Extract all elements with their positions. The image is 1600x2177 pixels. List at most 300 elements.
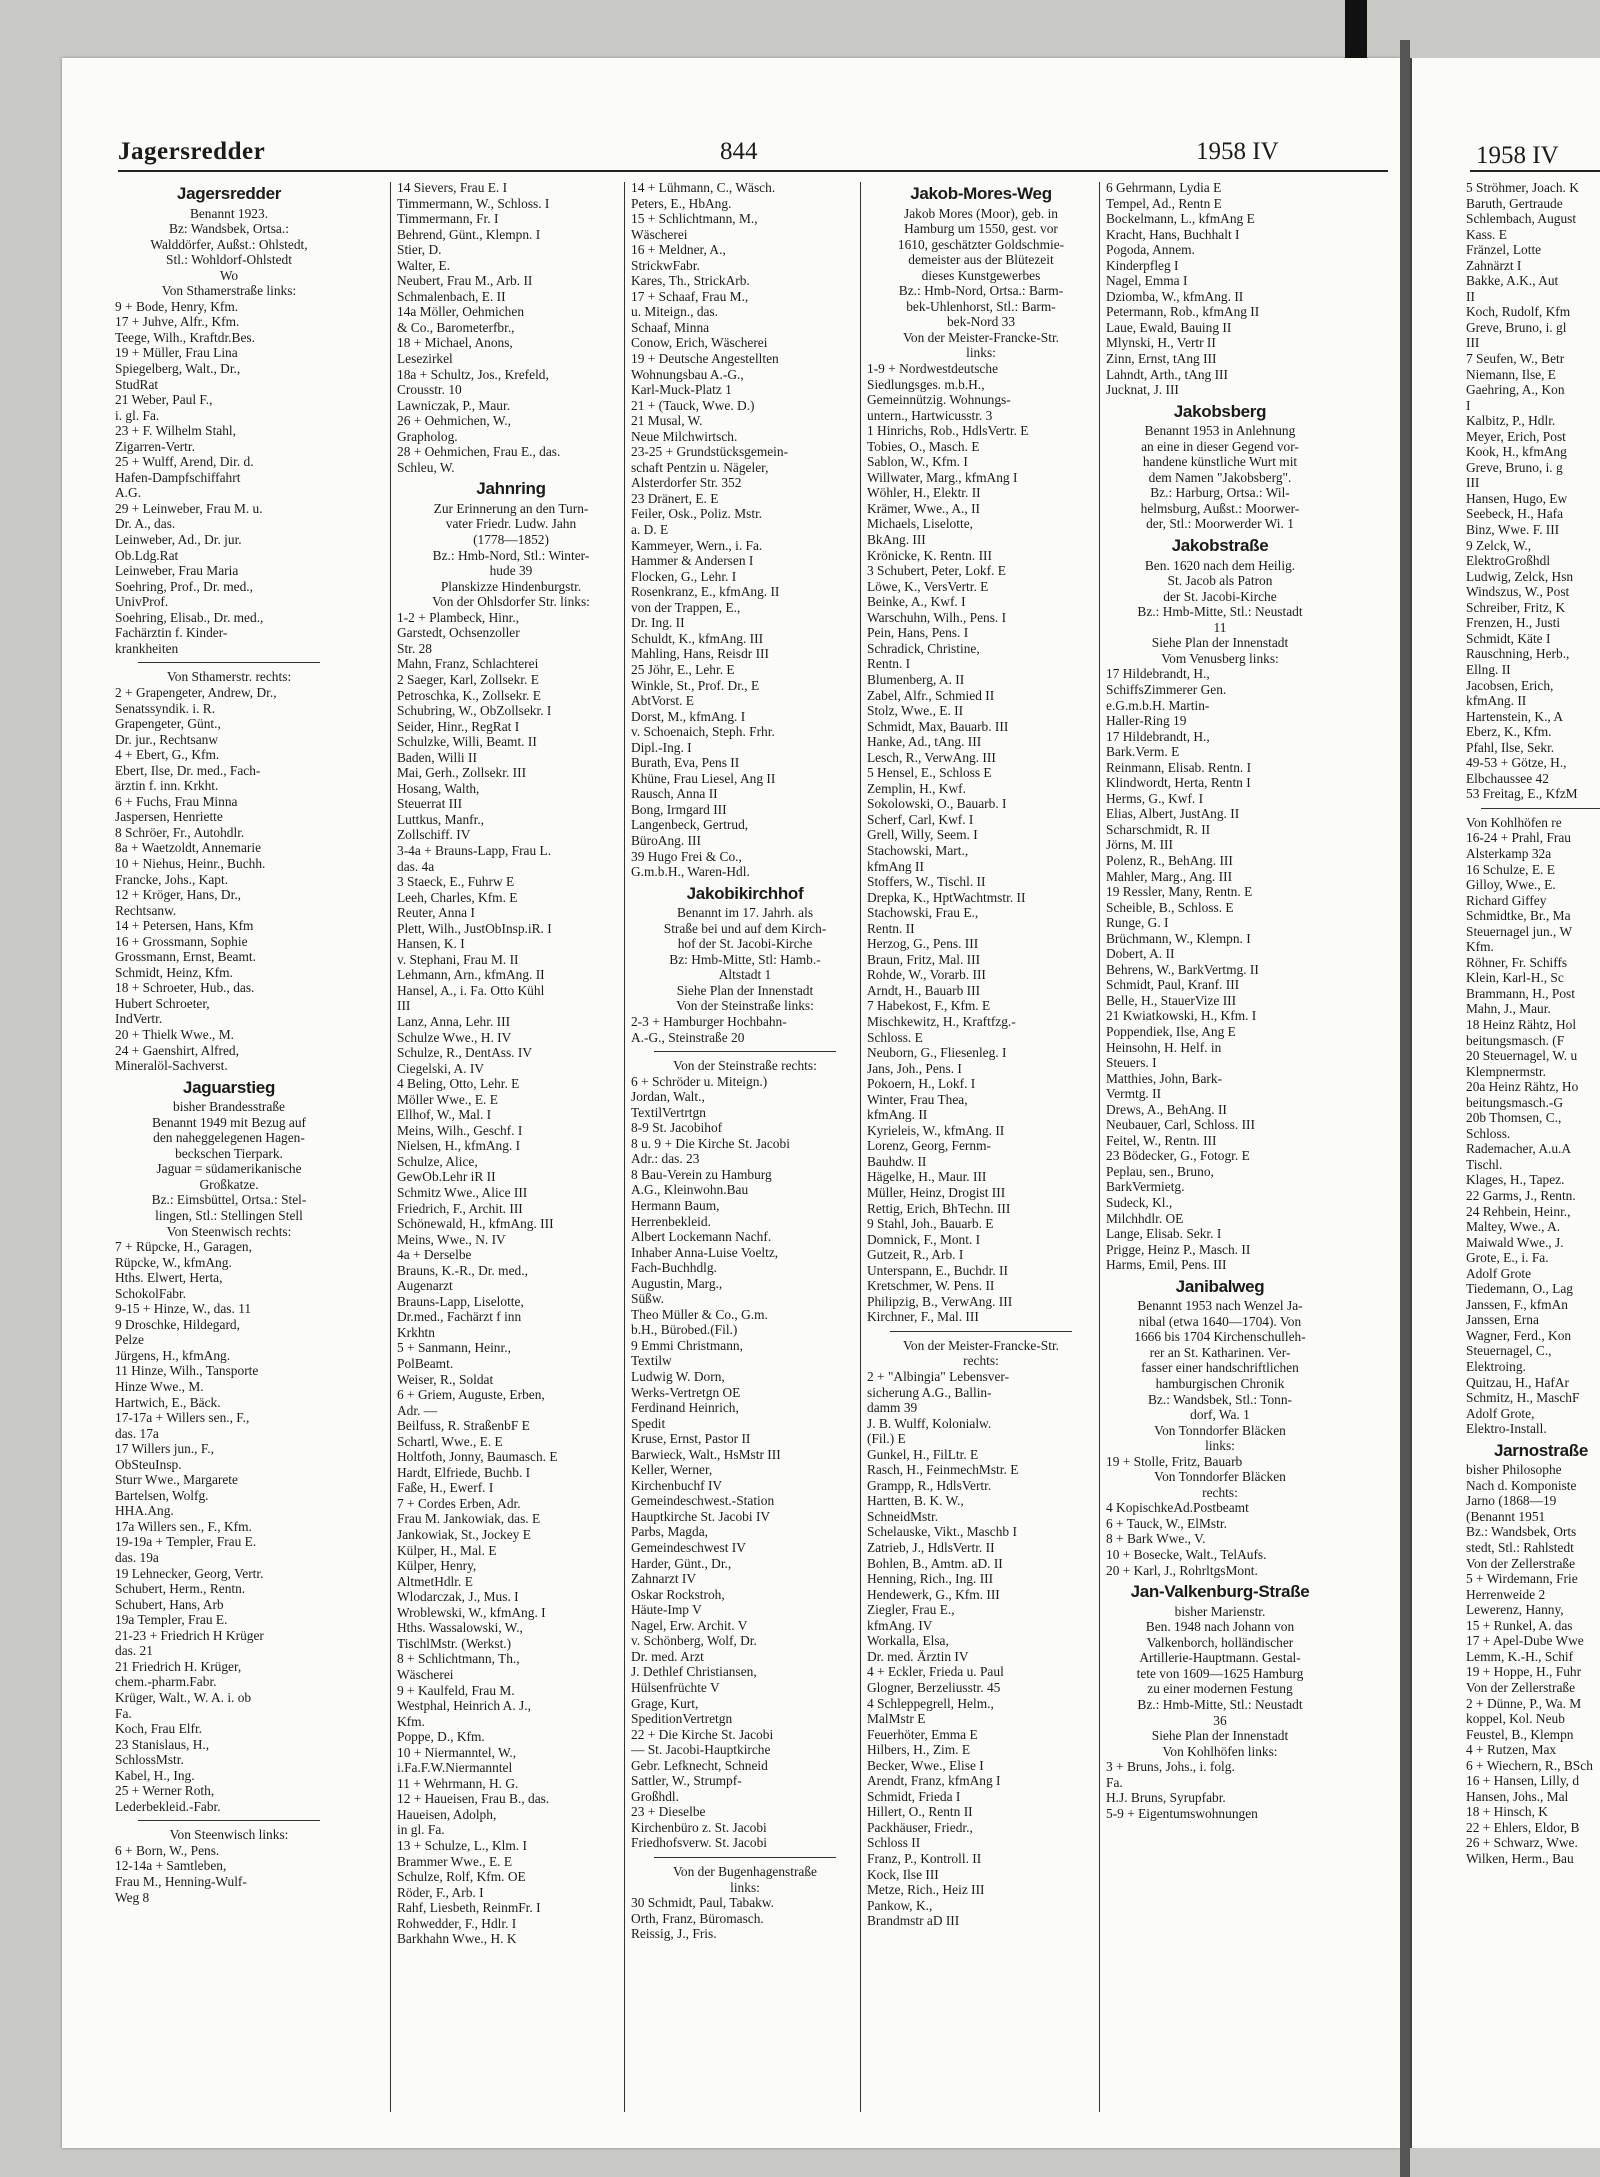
directory-entry: Blumenberg, A. II [867,671,965,687]
directory-entry: 17a Willers sen., F., Kfm. [115,1518,252,1534]
directory-entry: Michaels, Liselotte, [867,516,973,532]
directory-entry: Arndt, H., Bauarb III [867,982,981,998]
directory-entry: Jürgens, H., kfmAng. [115,1347,231,1363]
directory-entry: Külper, H., Mal. E [397,1542,497,1558]
street-note: Bz.: Wandsbek, Stl.: Tonn- [1147,1391,1293,1407]
directory-entry: Winkle, St., Prof. Dr., E [631,677,760,693]
street-note: Altstadt 1 [718,967,772,983]
street-heading: Jaguarstieg [182,1077,276,1097]
directory-entry: kfmAng. IV [867,1617,933,1633]
directory-entry: Klindwordt, Herta, Rentn I [1106,775,1251,791]
directory-entry: 19 Ressler, Many, Rentn. E [1106,884,1253,900]
directory-entry: 9 + Bode, Henry, Kfm. [115,298,239,314]
street-note: vater Friedr. Ludw. Jahn [445,516,577,532]
directory-entry: 4 + Ebert, G., Kfm. [115,747,220,763]
directory-entry: Flocken, G., Lehr. I [631,568,737,584]
directory-entry: Windszus, W., Post [1466,584,1570,600]
street-note: Von der Meister-Francke-Str. [902,329,1060,345]
directory-entry: Brammer Wwe., E. E [397,1853,513,1869]
directory-entry: Wäscherei [397,1666,454,1682]
directory-entry: 4 + Rutzen, Max [1466,1742,1557,1758]
directory-entry: Theo Müller & Co., G.m. [631,1306,768,1322]
directory-entry: Langenbeck, Gertrud, [631,817,749,833]
directory-entry: 21-23 + Friedrich H Krüger [115,1627,264,1643]
directory-entry: Adr. — [397,1402,438,1418]
directory-entry: Seider, Hinr., RegRat I [397,718,520,734]
directory-entry: Kass. E [1466,226,1507,242]
directory-entry: 23-25 + Grundstücksgemein- [631,444,789,460]
directory-entry: 15 + Schlichtmann, M., [631,211,758,227]
street-note: Bz.: Eimsbüttel, Ortsa.: Stel- [151,1192,307,1208]
directory-entry: 7 Habekost, F., Kfm. E [867,998,991,1014]
street-note: Walddörfer, Außst.: Ohlstedt, [150,236,308,252]
street-note: Von der Steinstraße links: [676,998,814,1014]
street-note: Benannt 1953 nach Wenzel Ja- [1137,1298,1303,1314]
directory-entry: 11 Hinze, Wilh., Tansporte [115,1363,259,1379]
directory-entry: Schulze, R., DentAss. IV [397,1045,533,1061]
street-note: links: [730,1879,760,1895]
directory-entry: Elbchaussee 42 [1466,770,1549,786]
directory-entry: Poppendiek, Ilse, Ang E [1106,1023,1236,1039]
directory-entry: Zemplin, H., Kwf. [867,780,966,796]
street-note: Zur Erinnerung an den Turn- [433,500,589,516]
directory-entry: Dr. jur., Rechtsanw [115,731,219,747]
directory-entry: Schmidt, Max, Bauarb. III [867,718,1009,734]
street-note: links: [966,345,996,361]
street-heading: Jakobstraße [1171,536,1269,556]
directory-entry: 23 Bödecker, G., Fotogr. E [1106,1148,1250,1164]
directory-entry: 17 + Schaaf, Frau M., [631,288,749,304]
directory-entry: 11 + Wehrmann, H. G. [397,1775,519,1791]
directory-entry: Kretschmer, W. Pens. II [867,1278,995,1294]
directory-entry: Kinderpfleg I [1106,257,1179,273]
directory-entry: v. Stephani, Frau M. II [397,951,519,967]
directory-entry: chem.-pharm.Fabr. [115,1674,217,1690]
directory-entry: Unterspann, E., Buchdr. II [867,1262,1008,1278]
directory-entry: Rüpcke, W., kfmAng. [115,1254,232,1270]
directory-entry: Jankowiak, St., Jockey E [397,1527,531,1543]
directory-entry: 20 Steuernagel, W. u [1466,1048,1578,1064]
directory-entry: Brauns, K.-R., Dr. med., [397,1262,528,1278]
directory-entry: Haueisen, Adolph, [397,1806,497,1822]
directory-entry: 4 + Eckler, Frieda u. Paul [867,1664,1004,1680]
directory-entry: e.G.m.b.H. Martin- [1106,697,1210,713]
directory-entry: Schubert, Hans, Arb [115,1596,224,1612]
directory-entry: Grote, E., i. Fa. [1466,1250,1549,1266]
directory-entry: 8 u. 9 + Die Kirche St. Jacobi [631,1135,790,1151]
street-note: zu einer modernen Festung [1147,1681,1293,1697]
street-note: Valkenborch, holländischer [1146,1634,1294,1650]
directory-entry: Feiler, Osk., Poliz. Mstr. [631,506,763,522]
directory-entry: A.G., Kleinwohn.Bau [631,1182,749,1198]
directory-entry: Walter, E. [397,257,451,273]
directory-entry: Schuldt, K., kfmAng. III [631,630,764,646]
directory-entry: SchiffsZimmerer Gen. [1106,681,1227,697]
directory-entry: Schmidt, Frieda I [867,1788,961,1804]
header-rule [118,170,1388,172]
directory-entry: Kook, H., kfmAng [1466,444,1567,460]
street-heading: Jagersredder [176,184,282,203]
directory-entry: 19 Lehnecker, Georg, Vertr. [115,1565,264,1581]
directory-entry: Burath, Eva, Pens II [631,755,740,771]
directory-entry: Wöhler, H., Elektr. II [867,485,981,501]
directory-entry: i.Fa.F.W.Niermanntel [397,1760,513,1776]
directory-entry: Petermann, Rob., kfmAng II [1106,304,1260,320]
directory-entry: SchokolFabr. [115,1285,187,1301]
directory-entry: Hinze Wwe., M. [115,1379,204,1395]
directory-entry: Hosang, Walth, [397,780,480,796]
directory-entry: 16-24 + Prahl, Frau [1466,830,1571,846]
directory-entry: 18 Heinz Rähtz, Hol [1466,1016,1577,1032]
directory-entry: Orth, Franz, Büromasch. [631,1910,764,1926]
directory-entry: SchneidMstr. [867,1508,939,1524]
directory-entry: Bockelmann, L., kfmAng E [1106,211,1255,227]
directory-entry: i. gl. Fa. [115,407,160,423]
directory-entry: Albert Lockemann Nachf. [631,1229,772,1245]
directory-entry: Schubert, Herm., Rentn. [115,1581,246,1597]
directory-entry: Soehring, Elisab., Dr. med., [115,609,264,625]
street-note: Jaguar = südamerikanische [156,1161,302,1177]
directory-entry: Lanz, Anna, Lehr. III [397,1013,511,1029]
directory-entry: 2 + Dünne, P., Wa. M [1466,1695,1582,1711]
directory-entry: sicherung A.G., Ballin- [867,1384,992,1400]
section-divider [890,1331,1072,1332]
directory-entry: damm 39 [867,1400,918,1416]
directory-entry: Baden, Willi II [397,749,477,765]
directory-entry: Von der Zellerstraße [1466,1679,1576,1695]
directory-entry: BkAng. III [867,532,926,548]
street-note: den naheggelegenen Hagen- [153,1130,305,1146]
directory-entry: 6 + Schröder u. Miteign.) [631,1073,768,1089]
directory-entry: 39 Hugo Frei & Co., [631,848,742,864]
directory-entry: Zatrieb, J., HdlsVertr. II [867,1540,995,1556]
street-note: 1610, geschätzter Goldschmie- [897,236,1065,252]
directory-entry: Reuter, Anna I [397,905,475,921]
street-note: Benannt 1923. [189,205,269,221]
directory-entry: 14 + Lühmann, C., Wäsch. [631,180,776,195]
directory-entry: 25 + Werner Roth, [115,1783,215,1799]
directory-entry: 16 + Grossmann, Sophie [115,933,248,949]
directory-entry: Maiwald Wwe., J. [1466,1234,1564,1250]
directory-entry: Domnick, F., Mont. I [867,1231,981,1247]
directory-entry: Hendewerk, G., Kfm. III [867,1586,1000,1602]
directory-entry: Textilw [631,1353,672,1369]
directory-entry: 2 Saeger, Karl, Zollsekr. E [397,671,539,687]
directory-entry: 23 + F. Wilhelm Stahl, [115,423,237,439]
directory-entry: Dipl.-Ing. I [631,739,692,755]
directory-entry: Brauns-Lapp, Liselotte, [397,1293,524,1309]
directory-entry: Schulze, Rolf, Kfm. OE [397,1869,526,1885]
directory-entry: Rausch, Anna II [631,786,718,802]
directory-entry: Schulze Wwe., H. IV [397,1029,512,1045]
directory-entry: 9 Stahl, Joh., Bauarb. E [867,1216,994,1232]
directory-entry: Süßw. [631,1291,664,1307]
directory-entry: Conow, Erich, Wäscherei [631,335,768,351]
directory-entry: 5 Hensel, E., Schloss E [867,765,992,781]
directory-entry: Bartelsen, Wolfg. [115,1487,209,1503]
street-heading: Jakobsberg [1173,401,1267,421]
street-note: Benannt im 17. Jahrh. als [676,905,814,921]
directory-entry: Scharschmidt, R. II [1106,821,1211,837]
directory-entry: J. B. Wulff, Kolonialw. [867,1415,992,1431]
directory-entry: Seebeck, H., Hafa [1466,506,1564,522]
directory-entry: Friedhofsverw. St. Jacobi [631,1835,767,1851]
directory-entry: Schmidtke, Br., Ma [1466,908,1571,924]
directory-entry: 17 + Juhve, Alfr., Kfm. [115,314,240,330]
edition-label: 1958 IV [1196,138,1279,165]
directory-entry: Hartwich, E., Bäck. [115,1394,221,1410]
directory-entry: Jucknat, J. III [1106,382,1179,398]
directory-entry: Löwe, K., VersVertr. E [867,578,989,594]
street-heading: Jan-Valkenburg-Straße [1130,1582,1310,1602]
directory-entry: Spedit [631,1415,666,1431]
directory-entry: Rohwedder, F., Hdlr. I [397,1915,517,1931]
directory-entry: Grapholog. [397,428,458,444]
directory-entry: Zabel, Alfr., Schmied II [867,687,995,703]
directory-entry: 8 + Schlichtmann, Th., [397,1651,520,1667]
street-note: handene künstliche Wurt mit [1142,454,1298,470]
directory-entry: Schartl, Wwe., E. E [397,1433,503,1449]
directory-entry: Leinweber, Ad., Dr. jur. [115,532,242,548]
directory-entry: Dr. A., das. [115,516,176,532]
street-note: bek-Uhlenhorst, Stl.: Barm- [906,298,1056,314]
directory-entry: Poppe, D., Kfm. [397,1729,485,1745]
directory-entry: Bauhdw. II [867,1153,927,1169]
directory-entry: a. D. E [631,522,669,538]
directory-entry: Petroschka, K., Zollsekr. E [397,687,541,703]
directory-entry: 19 + Deutsche Angestellten [631,351,779,367]
directory-entry: Philipzig, B., VerwAng. III [867,1293,1013,1309]
column-divider [390,182,391,2112]
directory-entry: Karl-Muck-Platz 1 [631,382,732,398]
directory-entry: Kfm. [1466,939,1494,955]
directory-column-2 [397,180,625,2120]
street-note: Von der Steinstraße rechts: [673,1058,817,1074]
directory-entry: Klein, Karl-H., Sc [1466,970,1564,986]
directory-entry: Sokolowski, O., Bauarb. I [867,796,1007,812]
directory-entry: A.G. [115,485,142,501]
directory-entry: 3 Staeck, E., Fuhrw E [397,874,515,890]
directory-entry: Plett, Wilh., JustObInsp.iR. I [397,920,552,936]
directory-entry: 4 Beling, Otto, Lehr. E [397,1076,520,1092]
directory-entry: von der Trappen, E., [631,599,741,615]
street-note: rechts: [1202,1484,1238,1500]
column-divider [1099,182,1100,2112]
page-number: 844 [720,138,758,165]
directory-entry: 12-14a + Samtleben, [115,1858,227,1874]
directory-entry: Lawniczak, P., Maur. [397,397,511,413]
directory-entry: Greve, Bruno, i. gl [1466,319,1567,335]
directory-entry: Schmitz, H., MaschF [1466,1390,1580,1406]
directory-entry: Hansen, Hugo, Ew [1466,490,1568,506]
street-note: Siehe Plan der Innenstadt [676,982,814,998]
directory-entry: G.m.b.H., Waren-Hdl. [631,864,750,880]
directory-entry: Haller-Ring 19 [1106,713,1187,729]
directory-entry: Barkhahn Wwe., H. K [397,1931,517,1947]
directory-entry: 6 Gehrmann, Lydia E [1106,180,1222,195]
directory-entry: Hths. Elwert, Herta, [115,1270,223,1286]
directory-entry: Lederbekleid.-Fabr. [115,1798,221,1814]
directory-entry: Winter, Frau Thea, [867,1091,968,1107]
directory-entry: Zollschiff. IV [397,827,471,843]
street-note: dorf, Wa. 1 [1190,1407,1250,1423]
street-heading: Janibalweg [1175,1276,1265,1296]
street-note: Bz.: Harburg, Ortsa.: Wil- [1150,485,1290,501]
directory-entry: Ludwig, Zelck, Hsn [1466,568,1574,584]
directory-entry: Hülsenfrüchte V [631,1679,720,1695]
directory-entry: Augenarzt [397,1278,453,1294]
directory-entry: I [1466,397,1471,413]
street-note: Bz: Wandsbek, Ortsa.: [169,221,289,237]
directory-entry: Steuernagel jun., W [1466,923,1573,939]
directory-entry: kfmAng II [867,858,924,874]
directory-entry: III [1466,475,1480,491]
directory-entry: 23 + Dieselbe [631,1804,706,1820]
directory-entry: Schloss. E [867,1029,923,1045]
directory-entry: Ciegelski, A. IV [397,1060,485,1076]
column-divider [860,182,861,2112]
directory-entry: Elias, Albert, JustAng. II [1106,806,1240,822]
street-note: Ben. 1620 nach dem Heilig. [1144,557,1296,573]
street-note: dem Namen "Jakobsberg". [1148,469,1292,485]
directory-entry: 8 Schröer, Fr., Autohdlr. [115,824,245,840]
street-note: Von Tonndorfer Bläcken [1154,1469,1286,1485]
directory-entry: Von der Zellerstraße [1466,1555,1576,1571]
street-note: Von der Meister-Francke-Str. [902,1337,1060,1353]
directory-entry: Barwieck, Walt., HsMstr III [631,1446,781,1462]
directory-column-4 [867,180,1095,2120]
directory-entry: Schönewald, H., kfmAng. III [397,1216,554,1232]
directory-entry: 3-4a + Brauns-Lapp, Frau L. [397,842,552,858]
directory-entry: 8 Bau-Verein zu Hamburg [631,1166,772,1182]
directory-entry: 10 + Bosecke, Walt., TelAufs. [1106,1547,1267,1563]
directory-entry: Rentn. I [867,656,911,672]
directory-entry: Bark.Verm. E [1106,744,1180,760]
directory-entry: TischlMstr. (Werkst.) [397,1635,512,1651]
directory-entry: Herrenweide 2 [1466,1586,1546,1602]
directory-entry: II [1466,288,1475,304]
directory-entry: Drepka, K., HptWachtmstr. II [867,889,1026,905]
street-note: Artillerie-Hauptmann. Gestal- [1139,1650,1301,1666]
directory-entry: 9 Droschke, Hildegard, [115,1316,240,1332]
directory-entry: Hermann Baum, [631,1198,720,1213]
directory-entry: Krüger, Walt., W. A. i. ob [115,1689,252,1705]
street-note: der St. Jacobi-Kirche [1163,588,1277,604]
directory-entry: in gl. Fa. [397,1822,445,1838]
street-note: rechts: [963,1353,999,1369]
street-note: Jakob Mores (Moor), geb. in [904,205,1058,221]
directory-entry: Lesch, R., VerwAng. III [867,749,996,765]
directory-entry: Fränzel, Lotte [1466,242,1542,258]
directory-entry: Rademacher, A.u.A [1466,1141,1572,1157]
directory-entry: Grampp, R., HdlsVertr. [867,1477,992,1493]
section-divider [138,1820,320,1821]
directory-entry: 25 Jöhr, E., Lehr. E [631,661,735,677]
directory-entry: Schulze, Alice, [397,1153,478,1169]
directory-entry: Faße, H., Ewerf. I [397,1480,494,1496]
directory-entry: Behrend, Günt., Klempn. I [397,226,541,242]
directory-entry: v. Schoenaich, Steph. Frhr. [631,724,775,740]
directory-entry: Milchhdlr. OE [1106,1210,1184,1226]
directory-entry: Zigarren-Vertr. [115,438,195,454]
directory-entry: Frau M., Henning-Wulf- [115,1873,247,1889]
directory-entry: Sturr Wwe., Margarete [115,1472,238,1488]
directory-entry: 6 + Wiechern, R., BSch [1466,1757,1593,1773]
directory-entry: 22 Garms, J., Rentn. [1466,1188,1576,1203]
directory-entry: Packhäuser, Friedr., [867,1819,973,1835]
directory-entry: 53 Freitag, E., KfzM [1466,786,1578,802]
directory-entry: Hardt, Elfriede, Buchb. I [397,1464,531,1480]
directory-entry: 14 + Petersen, Hans, Kfm [115,918,254,934]
directory-entry: Lange, Elisab. Sekr. I [1106,1226,1222,1242]
directory-entry: MalMstr E [867,1711,926,1727]
directory-entry: Hafen-Dampfschiffahrt [115,469,241,485]
street-note: Siehe Plan der Innenstadt [1151,1728,1289,1744]
directory-entry: 14 Sievers, Frau E. I [397,180,508,195]
street-note: 36 [1213,1712,1227,1728]
directory-entry: (Fil.) E [867,1431,906,1447]
directory-entry: Wroblewski, W., kfmAng. I [397,1604,546,1620]
directory-entry: Häute-Imp V [631,1602,702,1618]
directory-entry: Jans, Joh., Pens. I [867,1060,962,1076]
directory-entry: Schleu, W. [397,459,455,475]
directory-entry: Röder, F., Arb. I [397,1884,484,1900]
directory-entry: Lorenz, Georg, Fernm- [867,1138,991,1154]
directory-entry: 10 + Niermanntel, W., [397,1744,517,1760]
directory-entry: 21 + (Tauck, Wwe. D.) [631,397,755,413]
directory-entry: 12 + Kröger, Hans, Dr., [115,887,242,903]
directory-entry: Inhaber Anna-Luise Voeltz, [631,1244,779,1260]
directory-entry: Fa. [1106,1774,1123,1790]
directory-entry: Weg 8 [115,1889,150,1905]
directory-entry: 21 Kwiatkowski, H., Kfm. I [1106,1008,1257,1024]
directory-entry: 18a + Schultz, Jos., Krefeld, [397,366,549,382]
street-note: Wo [219,267,239,283]
street-note: St. Jacob als Patron [1167,573,1273,589]
directory-entry: Mahn, J., Maur. [1466,1001,1551,1017]
directory-entry: Wagner, Ferd., Kon [1466,1327,1572,1343]
directory-entry: Runge, G. I [1106,915,1169,931]
directory-entry: 28 + Oehmichen, Frau E., das. [397,444,561,460]
directory-entry: A.-G., Steinstraße 20 [631,1029,745,1045]
street-note: Stl.: Wohldorf-Ohlstedt [166,252,292,268]
directory-entry: StudRat [115,376,159,392]
directory-entry: Schmalenbach, E. II [397,288,506,304]
street-note: an eine in dieser Gegend vor- [1141,438,1299,454]
directory-entry: Metze, Rich., Heiz III [867,1882,985,1898]
directory-entry: Hths. Wassalowski, W., [397,1620,523,1636]
directory-entry: Koch, Rudolf, Kfm [1466,304,1571,320]
directory-entry: Möller Wwe., E. E [397,1091,498,1107]
directory-entry: Mahling, Hans, Reisdr III [631,646,769,662]
directory-entry: Kirchenbüro z. St. Jacobi [631,1819,767,1835]
directory-entry: Pfahl, Ilse, Sekr. [1466,739,1555,755]
street-note: Bz.: Hmb-Nord, Stl.: Winter- [432,547,590,563]
directory-column-3 [631,180,859,2120]
directory-column-5 [1106,180,1334,2120]
directory-entry: Binz, Wwe. F. III [1466,522,1560,538]
directory-entry: Peplau, sen., Bruno, [1106,1163,1214,1179]
directory-entry: Gunkel, H., FilLtr. E [867,1446,979,1462]
directory-entry: 20 + Karl, J., RohrltgsMont. [1106,1562,1258,1578]
street-heading: Jakob-Mores-Weg [910,184,1052,203]
street-note: Straße bei und auf dem Kirch- [663,920,827,936]
directory-entry: Ellng. II [1466,661,1511,677]
directory-entry: 8a + Waetzoldt, Annemarie [115,840,262,856]
directory-entry: 2-3 + Hamburger Hochbahn- [631,1013,787,1029]
directory-entry: Lehmann, Arn., kfmAng. II [397,967,545,983]
directory-entry: 13 + Schulze, L., Klm. I [397,1837,527,1853]
